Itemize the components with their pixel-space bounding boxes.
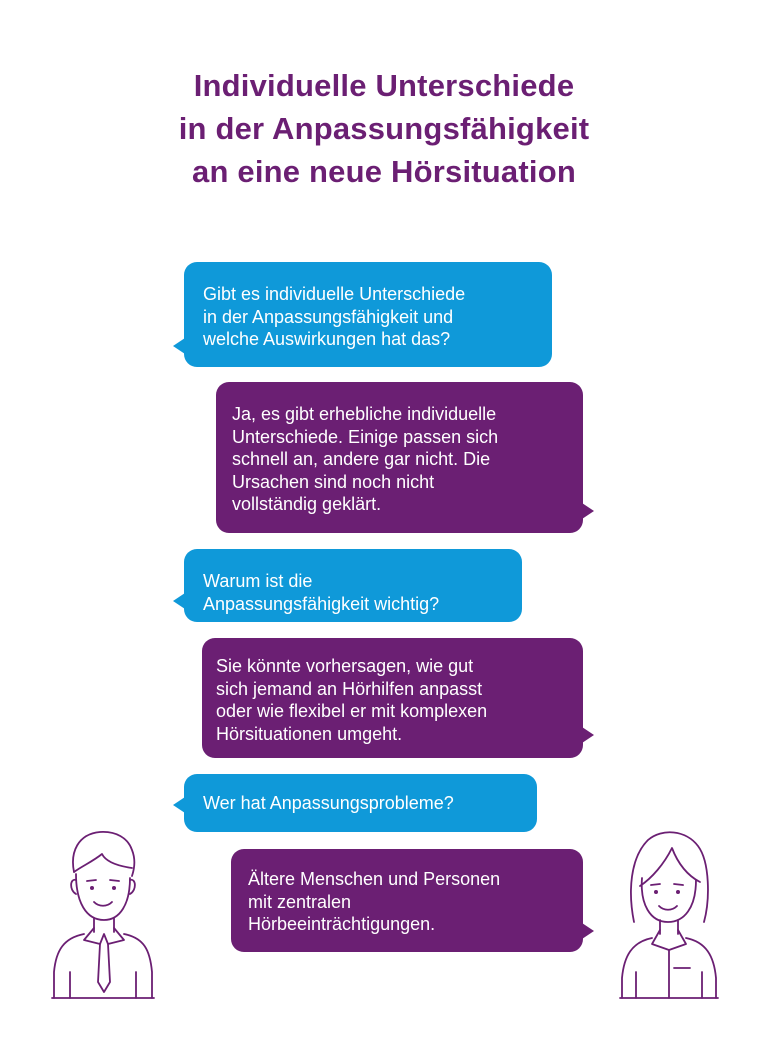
- bubble-text-line: Unterschiede. Einige passen sich: [232, 426, 499, 447]
- bubble-text-line: Hörsituationen umgeht.: [216, 723, 403, 744]
- title-line-2: in der Anpassungsfähigkeit: [178, 111, 590, 146]
- bubble-text-line: Wer hat Anpassungsprobleme?: [203, 793, 454, 813]
- question-bubble-1: [184, 262, 552, 367]
- bubble-text-line: schnell an, andere gar nicht. Die: [232, 449, 491, 469]
- page-title: [0, 64, 768, 193]
- answer-bubble-1: [216, 382, 583, 533]
- bubble-text-line: Sie könnte vorhersagen, wie gut: [216, 656, 474, 676]
- bubble-text-line: Ja, es gibt erhebliche individuelle: [232, 404, 497, 424]
- question-bubble-3: [184, 774, 537, 832]
- answer-bubble-2: [202, 638, 583, 758]
- question-bubble-2: [184, 549, 522, 622]
- man-icon: [44, 822, 156, 1000]
- bubble-text-line: in der Anpassungsfähigkeit und: [203, 306, 454, 327]
- bubble-text-line: oder wie flexibel er mit komplexen: [216, 701, 488, 721]
- bubble-text-line: Ursachen sind noch nicht: [232, 471, 435, 492]
- bubble-text-line: Warum ist die: [203, 571, 313, 591]
- bubble-text-line: vollständig geklärt.: [232, 494, 382, 514]
- bubble-text-line: Hörbeeinträchtigungen.: [248, 914, 436, 934]
- bubble-text-line: Ältere Menschen und Personen: [248, 869, 501, 889]
- title-line-3: an eine neue Hörsituation: [192, 154, 576, 189]
- title-line-1: Individuelle Unterschiede: [193, 68, 575, 103]
- bubble-text-line: mit zentralen: [248, 891, 352, 912]
- answer-bubble-3: [231, 849, 583, 952]
- bubble-text-line: Gibt es individuelle Unterschiede: [203, 284, 466, 304]
- bubble-text-line: Anpassungsfähigkeit wichtig?: [203, 593, 440, 614]
- woman-icon: [612, 822, 724, 1000]
- bubble-text-line: sich jemand an Hörhilfen anpasst: [216, 678, 483, 699]
- bubble-text-line: welche Auswirkungen hat das?: [203, 329, 451, 349]
